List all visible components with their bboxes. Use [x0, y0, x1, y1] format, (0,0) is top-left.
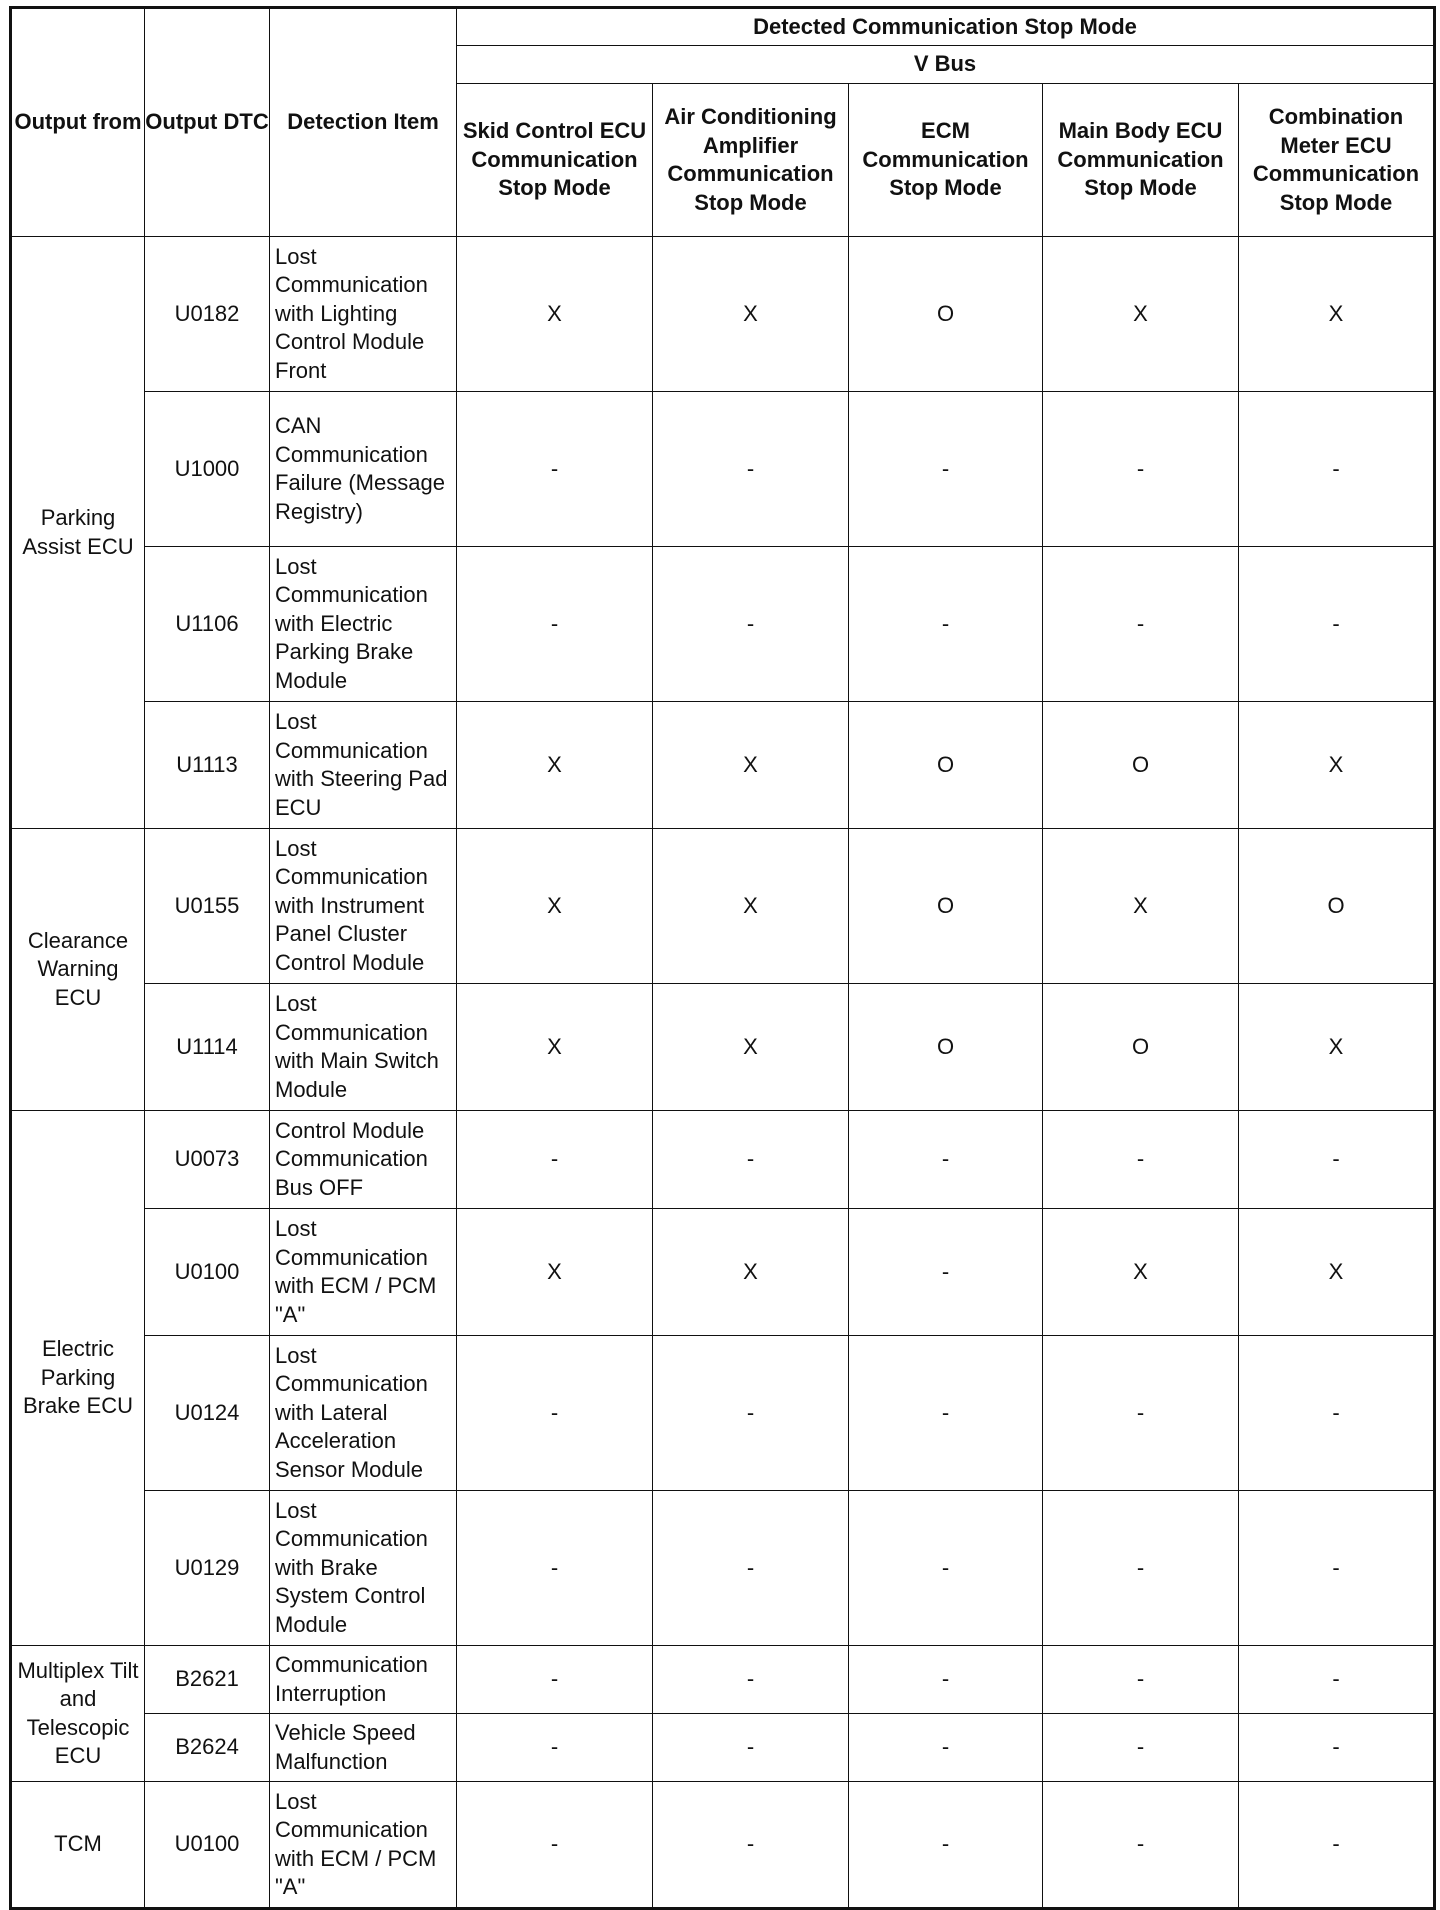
header-v-bus: V Bus — [457, 46, 1435, 84]
mode-value-ecm: O — [849, 702, 1043, 829]
mode-value-skid-control: - — [457, 392, 653, 547]
mode-value-combination-meter: - — [1239, 1336, 1435, 1491]
table-row — [11, 1209, 1435, 1336]
table-body — [11, 237, 1435, 1909]
mode-value-skid-control: - — [457, 547, 653, 702]
mode-value-skid-control: X — [457, 237, 653, 392]
mode-value-main-body: O — [1043, 984, 1239, 1111]
output-from-cell: TCM — [11, 1782, 145, 1909]
mode-value-air-conditioning: X — [653, 702, 849, 829]
dtc-code-cell: U1000 — [145, 392, 270, 547]
header-mode-skid-control: Skid Control ECU Communication Stop Mode — [457, 84, 653, 237]
header-mode-main-body: Main Body ECU Communication Stop Mode — [1043, 84, 1239, 237]
mode-value-main-body: O — [1043, 702, 1239, 829]
mode-value-air-conditioning: - — [653, 1491, 849, 1646]
mode-value-main-body: - — [1043, 547, 1239, 702]
mode-value-main-body: - — [1043, 1336, 1239, 1491]
table-row — [11, 984, 1435, 1111]
mode-value-skid-control: - — [457, 1111, 653, 1209]
dtc-code-cell: U0129 — [145, 1491, 270, 1646]
dtc-code-cell: U0073 — [145, 1111, 270, 1209]
output-from-cell: Multiplex Tilt and Telescopic ECU — [11, 1646, 145, 1782]
mode-value-ecm: - — [849, 1714, 1043, 1782]
dtc-code-cell: U0100 — [145, 1209, 270, 1336]
dtc-code-cell: B2624 — [145, 1714, 270, 1782]
mode-value-skid-control: - — [457, 1646, 653, 1714]
mode-value-combination-meter: - — [1239, 547, 1435, 702]
mode-value-combination-meter: - — [1239, 1714, 1435, 1782]
mode-value-ecm: - — [849, 547, 1043, 702]
mode-value-skid-control: X — [457, 1209, 653, 1336]
header-mode-ecm: ECM Communication Stop Mode — [849, 84, 1043, 237]
mode-value-skid-control: X — [457, 702, 653, 829]
table-row — [11, 237, 1435, 392]
mode-value-air-conditioning: - — [653, 1714, 849, 1782]
mode-value-main-body: - — [1043, 1714, 1239, 1782]
table-row — [11, 829, 1435, 984]
mode-value-main-body: - — [1043, 1646, 1239, 1714]
mode-value-ecm: - — [849, 392, 1043, 547]
output-from-cell: Electric Parking Brake ECU — [11, 1111, 145, 1646]
mode-value-air-conditioning: - — [653, 392, 849, 547]
mode-value-air-conditioning: - — [653, 1111, 849, 1209]
mode-value-ecm: - — [849, 1336, 1043, 1491]
mode-value-air-conditioning: X — [653, 984, 849, 1111]
mode-value-ecm: - — [849, 1491, 1043, 1646]
table-row — [11, 702, 1435, 829]
dtc-code-cell: U0182 — [145, 237, 270, 392]
mode-value-skid-control: - — [457, 1336, 653, 1491]
mode-value-ecm: O — [849, 984, 1043, 1111]
detection-item-cell: Communication Interruption — [270, 1646, 457, 1714]
mode-value-ecm: - — [849, 1782, 1043, 1909]
detection-item-cell: Vehicle Speed Malfunction — [270, 1714, 457, 1782]
mode-value-ecm: O — [849, 237, 1043, 392]
header-detected-stop-mode: Detected Communication Stop Mode — [457, 8, 1435, 46]
mode-value-main-body: X — [1043, 829, 1239, 984]
detection-item-cell: Lost Communication with ECM / PCM "A" — [270, 1209, 457, 1336]
mode-value-combination-meter: X — [1239, 984, 1435, 1111]
mode-value-air-conditioning: - — [653, 547, 849, 702]
table-row — [11, 1111, 1435, 1209]
detection-item-cell: Lost Communication with Instrument Panel Cluster Control Module — [270, 829, 457, 984]
header-output-from: Output from — [11, 8, 145, 237]
dtc-code-cell: U1113 — [145, 702, 270, 829]
mode-value-combination-meter: X — [1239, 702, 1435, 829]
mode-value-air-conditioning: X — [653, 829, 849, 984]
mode-value-skid-control: - — [457, 1714, 653, 1782]
dtc-code-cell: U0124 — [145, 1336, 270, 1491]
detection-item-cell: Lost Communication with Brake System Control Module — [270, 1491, 457, 1646]
detection-item-cell: Lost Communication with Steering Pad ECU — [270, 702, 457, 829]
detection-item-cell: Lost Communication with Electric Parking Brake Module — [270, 547, 457, 702]
mode-value-ecm: - — [849, 1646, 1043, 1714]
detection-item-cell: CAN Communication Failure (Message Registry) — [270, 392, 457, 547]
header-output-dtc: Output DTC — [145, 8, 270, 237]
mode-value-combination-meter: - — [1239, 1111, 1435, 1209]
mode-value-combination-meter: X — [1239, 1209, 1435, 1336]
table-row — [11, 1782, 1435, 1909]
mode-value-skid-control: X — [457, 829, 653, 984]
dtc-code-cell: U0155 — [145, 829, 270, 984]
table-row — [11, 392, 1435, 547]
detection-item-cell: Lost Communication with Main Switch Module — [270, 984, 457, 1111]
table-row — [11, 1646, 1435, 1714]
mode-value-combination-meter: - — [1239, 392, 1435, 547]
table-row — [11, 1491, 1435, 1646]
mode-value-air-conditioning: X — [653, 1209, 849, 1336]
mode-value-combination-meter: - — [1239, 1491, 1435, 1646]
mode-value-main-body: X — [1043, 237, 1239, 392]
detection-item-cell: Lost Communication with ECM / PCM "A" — [270, 1782, 457, 1909]
mode-value-combination-meter: O — [1239, 829, 1435, 984]
dtc-table-container — [9, 6, 1436, 1910]
dtc-code-cell: B2621 — [145, 1646, 270, 1714]
mode-value-combination-meter: - — [1239, 1782, 1435, 1909]
dtc-code-cell: U1106 — [145, 547, 270, 702]
mode-value-air-conditioning: - — [653, 1782, 849, 1909]
mode-value-ecm: O — [849, 829, 1043, 984]
dtc-code-cell: U0100 — [145, 1782, 270, 1909]
mode-value-main-body: - — [1043, 392, 1239, 547]
mode-value-main-body: - — [1043, 1782, 1239, 1909]
table-row — [11, 547, 1435, 702]
dtc-code-cell: U1114 — [145, 984, 270, 1111]
output-from-cell: Clearance Warning ECU — [11, 829, 145, 1111]
mode-value-air-conditioning: X — [653, 237, 849, 392]
detection-item-cell: Control Module Communication Bus OFF — [270, 1111, 457, 1209]
mode-value-main-body: - — [1043, 1491, 1239, 1646]
mode-value-main-body: X — [1043, 1209, 1239, 1336]
header-mode-combination-meter: Combination Meter ECU Communication Stop Mode — [1239, 84, 1435, 237]
mode-value-skid-control: - — [457, 1491, 653, 1646]
mode-value-main-body: - — [1043, 1111, 1239, 1209]
detection-item-cell: Lost Communication with Lighting Control Module Front — [270, 237, 457, 392]
mode-value-ecm: - — [849, 1209, 1043, 1336]
mode-value-skid-control: - — [457, 1782, 653, 1909]
table-row — [11, 1714, 1435, 1782]
header-detection-item: Detection Item — [270, 8, 457, 237]
mode-value-skid-control: X — [457, 984, 653, 1111]
table-row — [11, 1336, 1435, 1491]
mode-value-air-conditioning: - — [653, 1336, 849, 1491]
detection-item-cell: Lost Communication with Lateral Acceleration Sensor Module — [270, 1336, 457, 1491]
mode-value-air-conditioning: - — [653, 1646, 849, 1714]
dtc-communication-table — [9, 6, 1436, 1910]
header-mode-air-conditioning: Air Conditioning Amplifier Communication Stop Mode — [653, 84, 849, 237]
mode-value-ecm: - — [849, 1111, 1043, 1209]
mode-value-combination-meter: X — [1239, 237, 1435, 392]
output-from-cell: Parking Assist ECU — [11, 237, 145, 829]
mode-value-combination-meter: - — [1239, 1646, 1435, 1714]
